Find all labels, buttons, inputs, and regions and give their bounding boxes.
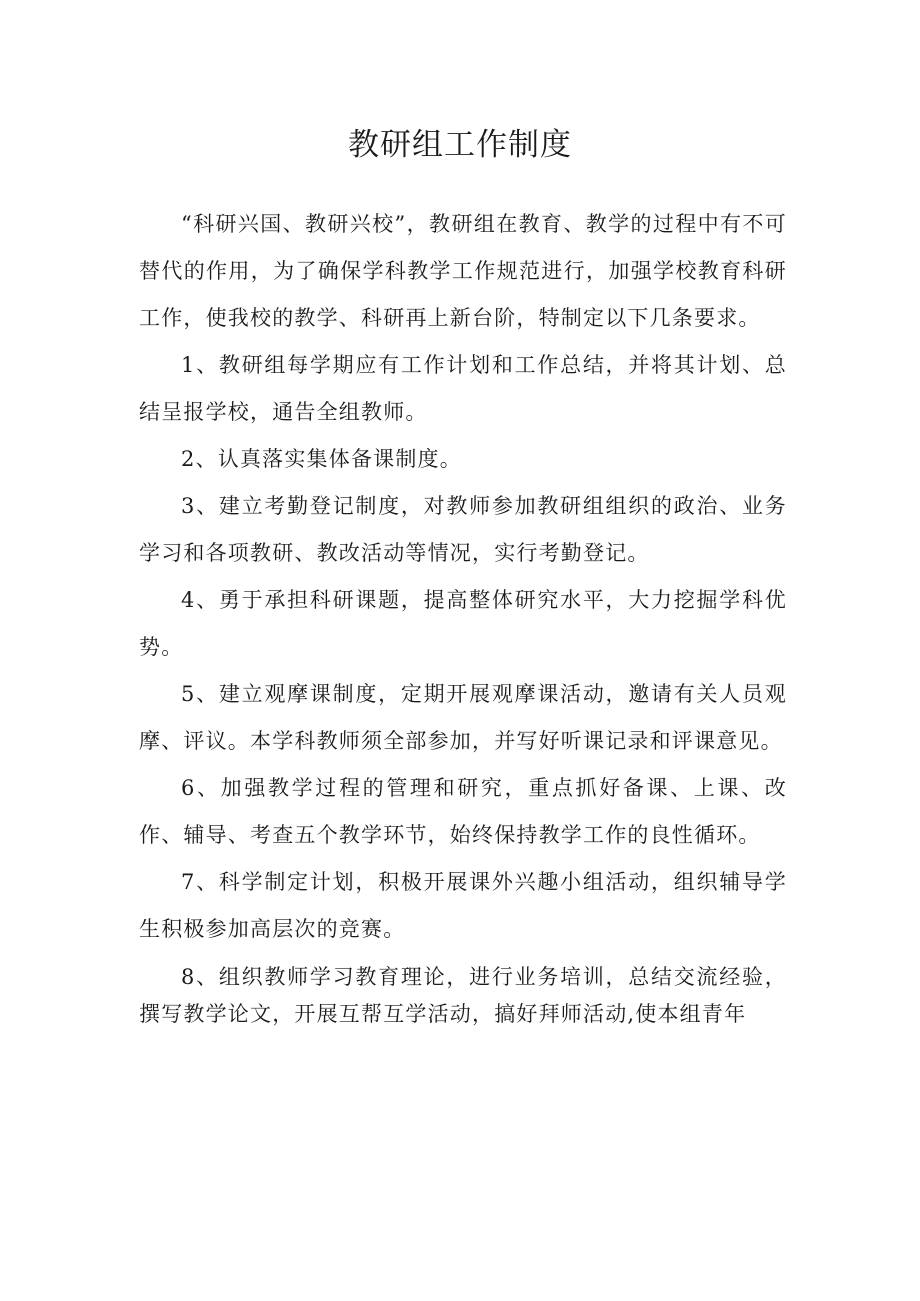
rule-3-paragraph: 3、建立考勤登记制度，对教师参加教研组组织的政治、业务学习和各项教研、教改活动等情况，实行考勤登记。	[139, 494, 787, 565]
rule-5-paragraph: 5、建立观摩课制度，定期开展观摩课活动，邀请有关人员观摩、评议。本学科教师须全部参加，并写好听课记录和评课意见。	[139, 682, 787, 753]
rule-6-paragraph: 6、加强教学过程的管理和研究，重点抓好备课、上课、改作、辅导、考查五个教学环节，始终保持教学工作的良性循环。	[139, 776, 787, 847]
rule-8-paragraph: 8、组织教师学习教育理论，进行业务培训，总结交流经验，撰写教学论文，开展互帮互学活动，搞好拜师活动,使本组青年	[139, 965, 787, 1026]
rule-2-paragraph: 2、认真落实集体备课制度。	[181, 447, 462, 471]
document-title: 教研组工作制度	[348, 127, 572, 163]
intro-paragraph: “科研兴国、教研兴校”，教研组在教育、教学的过程中有不可替代的作用，为了确保学科教学工作规范进行，加强学校教育科研工作，使我校的教学、科研再上新台阶，特制定以下几条要求。	[139, 212, 787, 330]
rule-4-paragraph: 4、勇于承担科研课题，提高整体研究水平，大力挖掘学科优势。	[139, 588, 787, 659]
rule-1-paragraph: 1、教研组每学期应有工作计划和工作总结，并将其计划、总结呈报学校，通告全组教师。	[139, 353, 787, 424]
document-body	[139, 201, 787, 1033]
rule-7-paragraph: 7、科学制定计划，积极开展课外兴趣小组活动，组织辅导学生积极参加高层次的竞赛。	[139, 870, 787, 941]
